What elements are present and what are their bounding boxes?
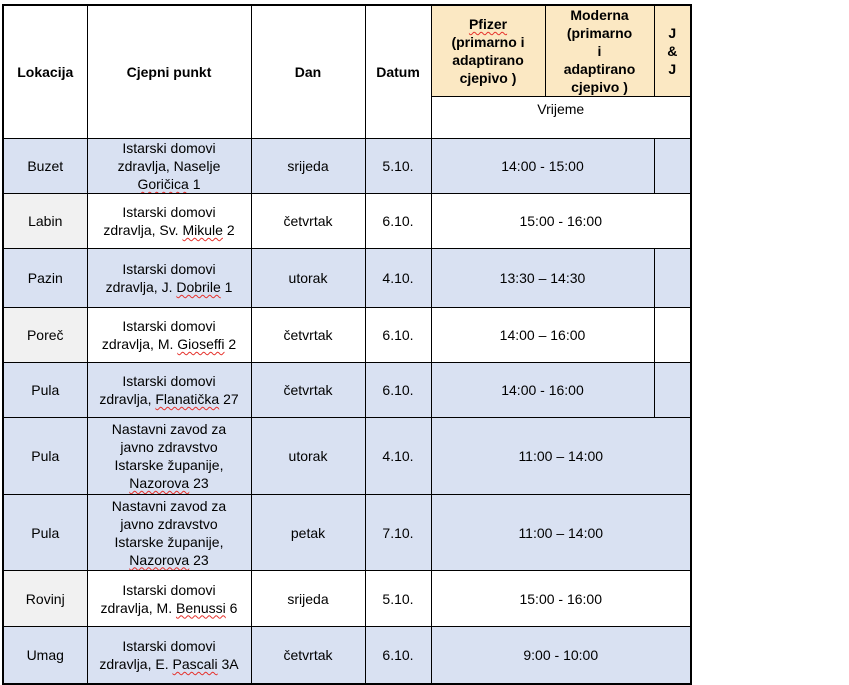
punkt-text: Istarski domovi zdravlja, E.: [99, 637, 216, 672]
cell-punkt: [87, 627, 251, 684]
punkt-text: Nastavni zavod za javno zdravstvo Istarske županije,: [111, 497, 227, 550]
moderna-header-line: cjepivo ): [571, 79, 628, 95]
jj-header-line: J: [668, 61, 677, 77]
cell-vrijeme: 13:30 – 14:30: [431, 249, 654, 308]
cell-lokacija: Pazin: [3, 249, 87, 308]
vaccination-schedule-table: [2, 4, 692, 685]
cell-lokacija: Pula: [3, 418, 87, 495]
punkt-misspelled-word: Nazorova: [129, 475, 190, 491]
col-header-jj: [654, 5, 691, 97]
cell-jj-empty: [654, 249, 691, 308]
cell-dan: petak: [251, 495, 365, 571]
punkt-misspelled-word: Benussi: [175, 599, 226, 616]
cell-punkt: [87, 194, 251, 249]
cell-datum: 6.10.: [365, 363, 431, 418]
cell-punkt: [87, 418, 251, 495]
table-row: [3, 418, 691, 495]
punkt-misspelled-word: Pascali: [172, 655, 218, 672]
cell-lokacija: Rovinj: [3, 571, 87, 627]
cell-lokacija: Umag: [3, 627, 87, 684]
cell-punkt: [87, 139, 251, 194]
punkt-misspelled-word: Flanatička: [155, 391, 220, 407]
table-row: [3, 627, 691, 684]
cell-vrijeme: 11:00 – 14:00: [431, 418, 691, 495]
table-row: [3, 571, 691, 627]
cell-punkt: [87, 249, 251, 308]
punkt-text: 23: [189, 475, 209, 491]
table-row: [3, 139, 691, 194]
cell-punkt: [87, 363, 251, 418]
cell-dan: četvrtak: [251, 363, 365, 418]
cell-vrijeme: 11:00 – 14:00: [431, 495, 691, 571]
header-row-main: [3, 5, 691, 97]
cell-datum: 5.10.: [365, 139, 431, 194]
cell-punkt: [87, 571, 251, 627]
table-row: [3, 249, 691, 308]
punkt-text: Istarski domovi zdravlja, M.: [101, 318, 216, 352]
punkt-text: 3A: [217, 655, 239, 672]
cell-datum: 6.10.: [365, 308, 431, 363]
cell-datum: 6.10.: [365, 627, 431, 684]
cell-vrijeme: 14:00 – 16:00: [431, 308, 654, 363]
cell-dan: srijeda: [251, 139, 365, 194]
cell-dan: utorak: [251, 418, 365, 495]
punkt-text: 27: [219, 391, 239, 407]
col-header-dan: Dan: [251, 5, 365, 139]
table-row: [3, 194, 691, 249]
cell-datum: 4.10.: [365, 249, 431, 308]
moderna-header-line: (primarno: [566, 25, 633, 41]
cell-dan: četvrtak: [251, 627, 365, 684]
pfizer-header-line: adaptirano: [452, 52, 524, 68]
cell-dan: četvrtak: [251, 308, 365, 363]
moderna-header-line: Moderna: [570, 7, 629, 23]
cell-vrijeme: 14:00 - 15:00: [431, 139, 654, 194]
pfizer-header-line: (primarno i: [451, 34, 525, 50]
col-header-lokacija: Lokacija: [3, 5, 87, 139]
punkt-text: Istarski domovi zdravlja, Naselje: [117, 140, 221, 174]
cell-datum: 6.10.: [365, 194, 431, 249]
punkt-text: Istarski domovi zdravlja, J.: [105, 261, 216, 295]
moderna-header-line: adaptirano: [563, 61, 636, 77]
punkt-misspelled-word: Goričica: [137, 176, 189, 192]
jj-header-line: J: [668, 25, 677, 41]
punkt-text: Istarski domovi zdravlja,: [99, 373, 216, 407]
cell-dan: četvrtak: [251, 194, 365, 249]
punkt-misspelled-word: Nazorova: [129, 551, 190, 568]
col-header-pfizer: [431, 5, 545, 97]
jj-header-line: &: [667, 43, 678, 59]
vrijeme-header: Vrijeme: [431, 97, 691, 139]
pfizer-header-line: cjepivo ): [459, 70, 517, 86]
cell-dan: srijeda: [251, 571, 365, 627]
punkt-text: 2: [224, 336, 237, 352]
punkt-text: 1: [220, 279, 233, 295]
pfizer-header-line: Pfizer: [468, 16, 508, 32]
cell-lokacija: Pula: [3, 363, 87, 418]
punkt-text: 6: [225, 599, 238, 616]
punkt-text: 1: [188, 176, 201, 192]
punkt-misspelled-word: Gioseffi: [177, 336, 225, 352]
cell-jj-empty: [654, 139, 691, 194]
cell-vrijeme: 15:00 - 16:00: [431, 571, 691, 627]
punkt-text: 23: [189, 551, 209, 568]
cell-vrijeme: 9:00 - 10:00: [431, 627, 691, 684]
cell-datum: 4.10.: [365, 418, 431, 495]
col-header-cjepni-punkt: Cjepni punkt: [87, 5, 251, 139]
cell-punkt: [87, 308, 251, 363]
cell-lokacija: Buzet: [3, 139, 87, 194]
punkt-misspelled-word: Dobrile: [176, 279, 221, 295]
cell-lokacija: Pula: [3, 495, 87, 571]
moderna-header-line: i: [597, 43, 602, 59]
table-row: [3, 495, 691, 571]
punkt-text: Istarski domovi zdravlja, Sv.: [103, 204, 216, 238]
punkt-text: Istarski domovi zdravlja, M.: [100, 581, 216, 616]
cell-lokacija: Poreč: [3, 308, 87, 363]
table-row: [3, 363, 691, 418]
col-header-datum: Datum: [365, 5, 431, 139]
cell-datum: 5.10.: [365, 571, 431, 627]
punkt-misspelled-word: Mikule: [182, 222, 223, 238]
cell-datum: 7.10.: [365, 495, 431, 571]
col-header-moderna: [545, 5, 654, 97]
punkt-text: 2: [222, 222, 235, 238]
table-row: [3, 308, 691, 363]
cell-vrijeme: 15:00 - 16:00: [431, 194, 691, 249]
cell-jj-empty: [654, 363, 691, 418]
punkt-text: Nastavni zavod za javno zdravstvo Istarske županije,: [111, 421, 227, 473]
cell-jj-empty: [654, 308, 691, 363]
cell-lokacija: Labin: [3, 194, 87, 249]
cell-punkt: [87, 495, 251, 571]
cell-dan: utorak: [251, 249, 365, 308]
cell-vrijeme: 14:00 - 16:00: [431, 363, 654, 418]
